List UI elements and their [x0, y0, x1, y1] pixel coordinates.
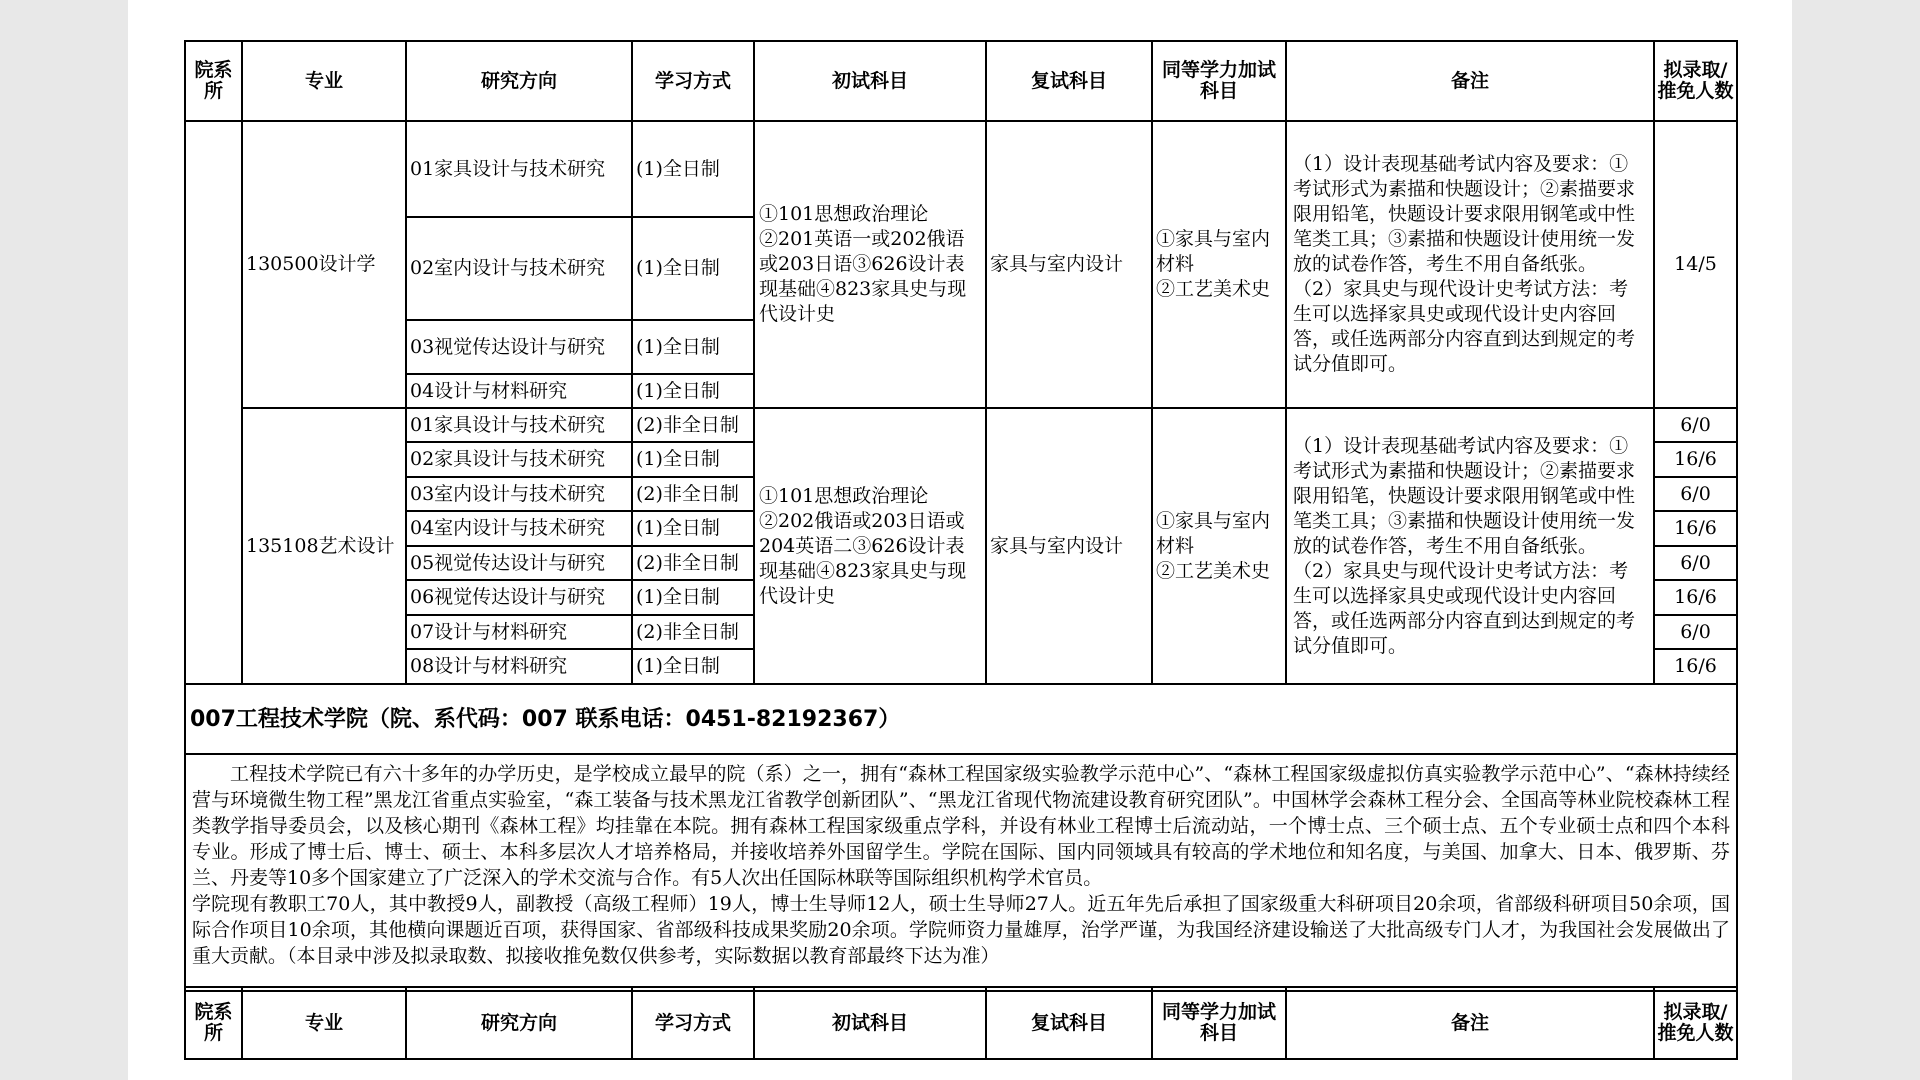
direction-cell: 01家具设计与技术研究: [406, 408, 632, 442]
school-title: 007工程技术学院（院、系代码：007 联系电话：0451-82192367）: [185, 684, 1737, 754]
extra-subject-1: ①家具与室内材料: [1156, 509, 1271, 557]
initial-subjects-cell: ①101思想政治理论②202俄语或203日语或204英语二③626设计表现基础④823家具史与现代设计史: [754, 408, 986, 684]
mode-cell: (1)全日制: [632, 649, 754, 684]
direction-cell: 03视觉传达设计与研究: [406, 320, 632, 374]
table-row: [185, 121, 1737, 217]
header-extra: 同等学力加试科目: [1152, 987, 1286, 1059]
quota-cell: 16/6: [1654, 649, 1737, 684]
extra-subject-2: ②工艺美术史: [1156, 559, 1271, 582]
initial-subjects-cell: ①101思想政治理论②201英语一或202俄语或203日语③626设计表现基础④823家具史与现代设计史: [754, 121, 986, 408]
header-notes: 备注: [1286, 41, 1654, 121]
intro-paragraph-2: 学院现有教职工70人，其中教授9人，副教授（高级工程师）19人，博士生导师12人，硕士生导师27人。近五年先后承担了国家级重大科研项目20余项，省部级科研项目50余项，国际合作项目10余项，其他横向课题近百项，获得国家、省部级科技成果奖励20余项。学院师资力量雄厚，治学严谨，为我国经济建设输送了大批高级专门人才，为我国社会发展做出了重大贡献。（本目录中涉及拟录取数、拟接收推免数仅供参考，实际数据以教育部最终下达为准）: [192, 893, 1730, 967]
note-2: （2）家具史与现代设计史考试方法：考生可以选择家具史或现代设计史内容回答，或任选两部分内容直到达到规定的考试分值即可。: [1293, 278, 1636, 375]
quota-cell: 6/0: [1654, 546, 1737, 580]
header-initial: 初试科目: [754, 987, 986, 1059]
retest-subject-cell: 家具与室内设计: [986, 121, 1152, 408]
mode-cell: (1)全日制: [632, 374, 754, 408]
school-title-row: [185, 684, 1737, 754]
direction-cell: 07设计与材料研究: [406, 615, 632, 649]
school-intro-row: [185, 754, 1737, 991]
program-table: [184, 40, 1738, 992]
note-2: （2）家具史与现代设计史考试方法：考生可以选择家具史或现代设计史内容回答，或任选两部分内容直到达到规定的考试分值即可。: [1293, 559, 1636, 657]
mode-cell: (2)非全日制: [632, 408, 754, 442]
header-dept: 院系所: [185, 987, 242, 1059]
mode-cell: (2)非全日制: [632, 546, 754, 580]
table-header-row: [185, 987, 1737, 1059]
header-retest: 复试科目: [986, 987, 1152, 1059]
document-page: [128, 0, 1792, 1080]
quota-cell: 6/0: [1654, 477, 1737, 511]
direction-cell: 03室内设计与技术研究: [406, 477, 632, 511]
header-major: 专业: [242, 41, 406, 121]
extra-subjects-cell: [1152, 121, 1286, 408]
table-row: [185, 408, 1737, 442]
extra-subjects-cell: [1152, 408, 1286, 684]
dept-cell: [185, 121, 242, 684]
mode-cell: (1)全日制: [632, 121, 754, 217]
notes-cell: [1286, 121, 1654, 408]
extra-subject-2: ②工艺美术史: [1156, 278, 1271, 300]
header-dept: 院系所: [185, 41, 242, 121]
header-direction: 研究方向: [406, 987, 632, 1059]
header-quota: 拟录取/推免人数: [1654, 41, 1737, 121]
quota-cell: 16/6: [1654, 442, 1737, 477]
direction-cell: 06视觉传达设计与研究: [406, 580, 632, 615]
direction-cell: 01家具设计与技术研究: [406, 121, 632, 217]
header-direction: 研究方向: [406, 41, 632, 121]
major-cell: 130500设计学: [242, 121, 406, 408]
mode-cell: (2)非全日制: [632, 615, 754, 649]
quota-cell: 14/5: [1654, 121, 1737, 408]
header-quota: 拟录取/推免人数: [1654, 987, 1737, 1059]
mode-cell: (2)非全日制: [632, 477, 754, 511]
note-1: （1）设计表现基础考试内容及要求：①考试形式为素描和快题设计；②素描要求限用铅笔，快题设计要求限用钢笔或中性笔类工具；③素描和快题设计使用统一发放的试卷作答，考生不用自备纸张。: [1293, 434, 1636, 557]
header-initial: 初试科目: [754, 41, 986, 121]
mode-cell: (1)全日制: [632, 442, 754, 477]
retest-subject-cell: 家具与室内设计: [986, 408, 1152, 684]
school-intro: [185, 754, 1737, 991]
mode-cell: (1)全日制: [632, 580, 754, 615]
quota-cell: 16/6: [1654, 511, 1737, 546]
header-retest: 复试科目: [986, 41, 1152, 121]
header-mode: 学习方式: [632, 41, 754, 121]
mode-cell: (1)全日制: [632, 217, 754, 320]
next-table-header: [184, 986, 1738, 1060]
note-1: （1）设计表现基础考试内容及要求：①考试形式为素描和快题设计；②素描要求限用铅笔，快题设计要求限用钢笔或中性笔类工具；③素描和快题设计使用统一发放的试卷作答，考生不用自备纸张。: [1293, 153, 1636, 275]
direction-cell: 05视觉传达设计与研究: [406, 546, 632, 580]
extra-subject-1: ①家具与室内材料: [1156, 228, 1271, 275]
intro-paragraph-1: 工程技术学院已有六十多年的办学历史，是学校成立最早的院（系）之一，拥有“森林工程国家级实验教学示范中心”、“森林工程国家级虚拟仿真实验教学示范中心”、“森林持续经营与环境微生物工程”黑龙江省重点实验室，“森工装备与技术黑龙江省教学创新团队”、“黑龙江省现代物流建设教育研究团队”。中国林学会森林工程分会、全国高等林业院校森林工程类教学指导委员会，以及核心期刊《森林工程》均挂靠在本院。拥有森林工程国家级重点学科，并设有林业工程博士后流动站，一个博士点、三个硕士点、五个专业硕士点和四个本科专业。形成了博士后、博士、硕士、本科多层次人才培养格局，并接收培养外国留学生。学院在国际、国内同领域具有较高的学术地位和知名度，与美国、加拿大、日本、俄罗斯、芬兰、丹麦等10多个国家建立了广泛深入的学术交流与合作。有5人次出任国际林联等国际组织机构学术官员。: [192, 763, 1730, 889]
direction-cell: 08设计与材料研究: [406, 649, 632, 684]
header-major: 专业: [242, 987, 406, 1059]
quota-cell: 16/6: [1654, 580, 1737, 615]
direction-cell: 02家具设计与技术研究: [406, 442, 632, 477]
direction-cell: 04设计与材料研究: [406, 374, 632, 408]
direction-cell: 02室内设计与技术研究: [406, 217, 632, 320]
quota-cell: 6/0: [1654, 408, 1737, 442]
mode-cell: (1)全日制: [632, 511, 754, 546]
header-mode: 学习方式: [632, 987, 754, 1059]
major-cell: 135108艺术设计: [242, 408, 406, 684]
direction-cell: 04室内设计与技术研究: [406, 511, 632, 546]
notes-cell: [1286, 408, 1654, 684]
table-header-row: [185, 41, 1737, 121]
mode-cell: (1)全日制: [632, 320, 754, 374]
header-notes: 备注: [1286, 987, 1654, 1059]
header-extra: 同等学力加试科目: [1152, 41, 1286, 121]
quota-cell: 6/0: [1654, 615, 1737, 649]
